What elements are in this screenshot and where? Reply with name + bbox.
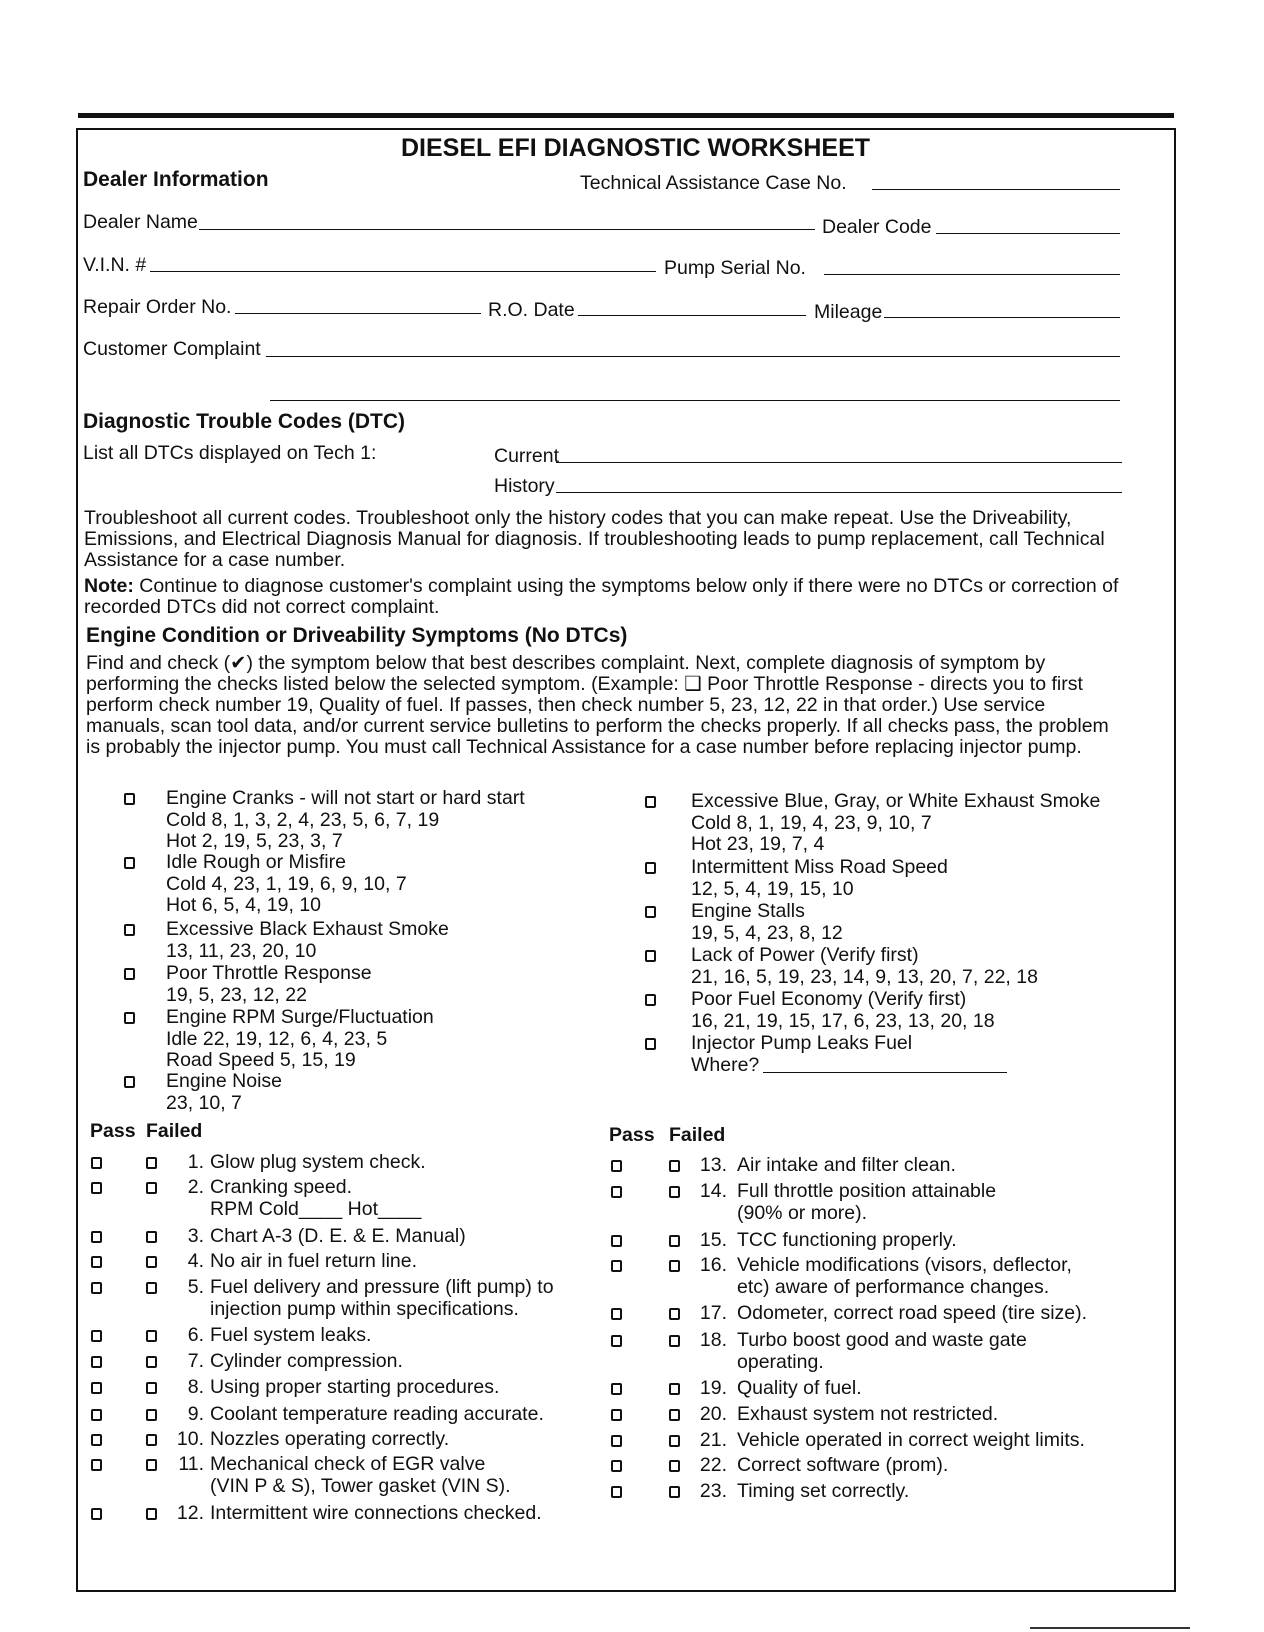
symptom-name: Injector Pump Leaks Fuel <box>691 1032 913 1054</box>
check-description: etc) aware of performance changes. <box>737 1276 1050 1298</box>
symptom-checks: 12, 5, 4, 19, 15, 10 <box>691 877 854 900</box>
top-rule <box>78 113 1174 118</box>
check-number: 5. <box>187 1276 204 1298</box>
symptom-name: Poor Fuel Economy (Verify first) <box>691 988 967 1010</box>
symptom-name: Engine Noise <box>166 1070 282 1092</box>
failed-checkbox[interactable] <box>669 1460 680 1472</box>
check-description: Glow plug system check. <box>210 1151 426 1173</box>
dealer-name-label: Dealer Name <box>83 211 198 233</box>
failed-checkbox[interactable] <box>669 1160 680 1172</box>
symptom-checkbox[interactable] <box>124 924 135 936</box>
failed-checkbox[interactable] <box>669 1435 680 1447</box>
check-description: TCC functioning properly. <box>737 1229 957 1251</box>
dtc-history-field[interactable] <box>556 492 1122 493</box>
pump-serial-field[interactable] <box>824 274 1120 275</box>
failed-checkbox[interactable] <box>669 1335 680 1347</box>
check-description: (VIN P & S), Tower gasket (VIN S). <box>210 1475 511 1497</box>
check-number: 13. <box>699 1154 727 1176</box>
pass-checkbox[interactable] <box>91 1182 102 1194</box>
check-number: 10. <box>176 1428 204 1450</box>
check-description: (90% or more). <box>737 1202 868 1224</box>
symptom-name: Poor Throttle Response <box>166 962 372 984</box>
pass-checkbox[interactable] <box>91 1434 102 1446</box>
symptom-name: Excessive Blue, Gray, or White Exhaust Smoke <box>691 790 1101 812</box>
check-description: Coolant temperature reading accurate. <box>210 1403 544 1425</box>
pass-checkbox[interactable] <box>611 1186 622 1198</box>
symptom-checkbox[interactable] <box>645 862 656 874</box>
dtc-heading: Diagnostic Trouble Codes (DTC) <box>83 410 406 433</box>
pass-checkbox[interactable] <box>91 1231 102 1243</box>
check-description: Vehicle operated in correct weight limits. <box>737 1429 1085 1451</box>
symptom-checks: 21, 16, 5, 19, 23, 14, 9, 13, 20, 7, 22, 18 <box>691 965 1038 988</box>
check-number: 22. <box>699 1454 727 1476</box>
symptom-checks: Road Speed 5, 15, 19 <box>166 1049 356 1071</box>
case-no-field[interactable] <box>872 189 1120 190</box>
dealer-code-field[interactable] <box>936 233 1120 234</box>
ro-date-label: R.O. Date <box>488 299 575 321</box>
symptom-checks: Idle 22, 19, 12, 6, 4, 23, 5 <box>166 1027 388 1050</box>
pass-checkbox[interactable] <box>611 1460 622 1472</box>
note-paragraph <box>84 576 1144 618</box>
failed-checkbox[interactable] <box>146 1508 157 1520</box>
pass-checkbox[interactable] <box>611 1260 622 1272</box>
symptom-checks: Cold 4, 23, 1, 19, 6, 9, 10, 7 <box>166 872 407 895</box>
check-description: Cranking speed. <box>210 1176 353 1198</box>
symptoms-heading: Engine Condition or Driveability Symptoms (No DTCs) <box>86 624 628 647</box>
dtc-history-label: History <box>494 475 555 497</box>
failed-checkbox[interactable] <box>146 1256 157 1268</box>
check-description: Fuel delivery and pressure (lift pump) to <box>210 1276 554 1298</box>
symptom-name: Engine Cranks - will not start or hard start <box>166 787 525 809</box>
symptom-name: Engine Stalls <box>691 900 805 922</box>
failed-checkbox[interactable] <box>669 1409 680 1421</box>
check-description: injection pump within specifications. <box>210 1298 519 1320</box>
ro-date-field[interactable] <box>578 315 806 316</box>
symptom-checks: Cold 8, 1, 3, 2, 4, 23, 5, 6, 7, 19 <box>166 808 440 831</box>
note-text: Continue to diagnose customer's complaint using the symptoms below only if there were no DTCs or correction of recorded DTCs did not correct complaint. <box>84 575 1119 618</box>
check-description: Correct software (prom). <box>737 1454 949 1476</box>
pass-checkbox[interactable] <box>91 1356 102 1368</box>
symptom-checkbox[interactable] <box>124 857 135 869</box>
check-description: Mechanical check of EGR valve <box>210 1453 486 1475</box>
check-description: Full throttle position attainable <box>737 1180 997 1202</box>
check-description: Cylinder compression. <box>210 1350 403 1372</box>
check-description: Vehicle modifications (visors, deflector, <box>737 1254 1072 1276</box>
mileage-field[interactable] <box>884 317 1120 318</box>
symptom-name: Engine RPM Surge/Fluctuation <box>166 1006 434 1028</box>
dtc-current-field[interactable] <box>556 462 1122 463</box>
check-number: 23. <box>699 1480 727 1502</box>
symptom-checkbox[interactable] <box>645 796 656 808</box>
repair-order-label: Repair Order No. <box>83 296 232 318</box>
leak-location-field[interactable] <box>763 1072 1007 1073</box>
failed-checkbox[interactable] <box>669 1486 680 1498</box>
symptom-checks: Where? <box>691 1053 760 1076</box>
pass-checkbox[interactable] <box>91 1282 102 1294</box>
check-description: Nozzles operating correctly. <box>210 1428 450 1450</box>
pass-checkbox[interactable] <box>611 1335 622 1347</box>
dealer-info-heading: Dealer Information <box>83 168 269 191</box>
check-number: 21. <box>699 1429 727 1451</box>
customer-complaint-field-2[interactable] <box>270 400 1120 401</box>
pass-checkbox[interactable] <box>91 1330 102 1342</box>
symptom-checks: 19, 5, 4, 23, 8, 12 <box>691 921 843 944</box>
pass-checkbox[interactable] <box>611 1383 622 1395</box>
check-number: 15. <box>699 1229 727 1251</box>
failed-checkbox[interactable] <box>146 1157 157 1169</box>
vin-label: V.I.N. # <box>83 254 147 276</box>
check-number: 6. <box>187 1324 204 1346</box>
check-number: 1. <box>187 1151 204 1173</box>
symptom-checks: 19, 5, 23, 12, 22 <box>166 983 307 1006</box>
symptom-checks: 13, 11, 23, 20, 10 <box>166 939 317 962</box>
repair-order-field[interactable] <box>235 313 481 314</box>
pass-header-right: Pass <box>609 1124 655 1146</box>
symptom-checkbox[interactable] <box>124 1076 135 1088</box>
pass-checkbox[interactable] <box>611 1409 622 1421</box>
symptom-checkbox[interactable] <box>124 793 135 805</box>
failed-checkbox[interactable] <box>669 1260 680 1272</box>
pump-serial-label: Pump Serial No. <box>664 257 806 279</box>
failed-checkbox[interactable] <box>146 1182 157 1194</box>
pass-checkbox[interactable] <box>611 1308 622 1320</box>
page-title: DIESEL EFI DIAGNOSTIC WORKSHEET <box>401 134 871 162</box>
dtc-list-label: List all DTCs displayed on Tech 1: <box>83 442 377 464</box>
check-number: 12. <box>176 1502 204 1524</box>
pass-checkbox[interactable] <box>611 1486 622 1498</box>
symptoms-instructions: Find and check (✔) the symptom below that best describes complaint. Next, complete diagnosis of symptom by performing the checks listed below the selected symptom. (Example: ❑ Poor Throttle Response - directs you to first perform check number 19, Quality of fuel. If passes, then check number 5, 23, 12, 22 in that order.) Use service manuals, scan tool data, and/or current service bulletins to perform the checks properly. If all checks pass, the problem is probably the injector pump. You must call Technical Assistance for a case number before replacing injector pump. <box>86 652 1109 758</box>
failed-checkbox[interactable] <box>669 1308 680 1320</box>
check-number: 20. <box>699 1403 727 1425</box>
check-description: Air intake and filter clean. <box>737 1154 956 1176</box>
symptom-checkbox[interactable] <box>645 1038 656 1050</box>
symptom-checkbox[interactable] <box>645 906 656 918</box>
mileage-label: Mileage <box>814 301 883 323</box>
check-description: Timing set correctly. <box>737 1480 910 1502</box>
check-description: Chart A-3 (D. E. & E. Manual) <box>210 1225 466 1247</box>
pass-checkbox[interactable] <box>611 1160 622 1172</box>
check-description: RPM Cold____ Hot____ <box>210 1198 422 1220</box>
symptom-checkbox[interactable] <box>124 1012 135 1024</box>
check-number: 16. <box>699 1254 727 1276</box>
failed-checkbox[interactable] <box>146 1330 157 1342</box>
symptom-checks: 23, 10, 7 <box>166 1091 242 1114</box>
dtc-current-label: Current <box>494 445 560 467</box>
symptom-checkbox[interactable] <box>645 994 656 1006</box>
check-number: 8. <box>187 1376 204 1398</box>
failed-checkbox[interactable] <box>146 1434 157 1446</box>
vin-field[interactable] <box>150 271 656 272</box>
check-number: 19. <box>699 1377 727 1399</box>
failed-checkbox[interactable] <box>669 1383 680 1395</box>
failed-checkbox[interactable] <box>146 1282 157 1294</box>
check-number: 9. <box>187 1403 204 1425</box>
dealer-code-label: Dealer Code <box>822 216 932 238</box>
symptom-checks: Hot 23, 19, 7, 4 <box>691 833 825 855</box>
symptom-name: Excessive Black Exhaust Smoke <box>166 918 449 940</box>
pass-checkbox[interactable] <box>91 1157 102 1169</box>
failed-header-left: Failed <box>146 1120 203 1142</box>
check-description: Fuel system leaks. <box>210 1324 372 1346</box>
symptom-checkbox[interactable] <box>645 950 656 962</box>
failed-checkbox[interactable] <box>146 1231 157 1243</box>
pass-checkbox[interactable] <box>91 1508 102 1520</box>
check-description: Exhaust system not restricted. <box>737 1403 999 1425</box>
troubleshoot-paragraph: Troubleshoot all current codes. Troubleshoot only the history codes that you can make repeat. Use the Driveability, Emissions, and Electrical Diagnosis Manual for diagnosis. If troubleshooting leads to pump replacement, call Technical Assistance for a case number. <box>84 507 1105 571</box>
failed-checkbox[interactable] <box>146 1409 157 1421</box>
failed-checkbox[interactable] <box>669 1186 680 1198</box>
check-number: 11. <box>178 1453 204 1475</box>
check-number: 2. <box>187 1176 204 1198</box>
check-description: Quality of fuel. <box>737 1377 862 1399</box>
symptom-checks: Cold 8, 1, 19, 4, 23, 9, 10, 7 <box>691 811 932 834</box>
check-description: No air in fuel return line. <box>210 1250 418 1272</box>
check-number: 17. <box>699 1302 727 1324</box>
pass-checkbox[interactable] <box>91 1382 102 1394</box>
note-label: Note: <box>84 575 134 597</box>
symptom-name: Intermittent Miss Road Speed <box>691 856 948 878</box>
check-number: 14. <box>699 1180 727 1202</box>
failed-header-right: Failed <box>669 1124 726 1146</box>
customer-complaint-label: Customer Complaint <box>83 338 261 360</box>
failed-checkbox[interactable] <box>146 1459 157 1471</box>
failed-checkbox[interactable] <box>146 1382 157 1394</box>
dealer-name-field[interactable] <box>199 229 815 230</box>
pass-checkbox[interactable] <box>91 1256 102 1268</box>
check-description: Odometer, correct road speed (tire size). <box>737 1302 1088 1324</box>
pass-header-left: Pass <box>90 1120 136 1142</box>
customer-complaint-field[interactable] <box>266 356 1120 357</box>
failed-checkbox[interactable] <box>669 1235 680 1247</box>
check-number: 7. <box>187 1350 204 1372</box>
symptom-checks: Hot 2, 19, 5, 23, 3, 7 <box>166 830 343 852</box>
symptom-name: Idle Rough or Misfire <box>166 851 346 873</box>
pass-checkbox[interactable] <box>611 1235 622 1247</box>
bottom-rule <box>1030 1627 1190 1629</box>
check-number: 3. <box>187 1225 204 1247</box>
pass-checkbox[interactable] <box>91 1459 102 1471</box>
check-description: Intermittent wire connections checked. <box>210 1502 542 1524</box>
symptom-checks: Hot 6, 5, 4, 19, 10 <box>166 894 322 916</box>
pass-checkbox[interactable] <box>611 1435 622 1447</box>
check-description: Using proper starting procedures. <box>210 1376 500 1398</box>
symptom-checkbox[interactable] <box>124 968 135 980</box>
check-number: 4. <box>187 1250 204 1272</box>
failed-checkbox[interactable] <box>146 1356 157 1368</box>
case-no-label: Technical Assistance Case No. <box>580 172 847 194</box>
check-description: operating. <box>737 1351 824 1373</box>
check-description: Turbo boost good and waste gate <box>737 1329 1027 1351</box>
check-number: 18. <box>699 1329 727 1351</box>
pass-checkbox[interactable] <box>91 1409 102 1421</box>
symptom-checks: 16, 21, 19, 15, 17, 6, 23, 13, 20, 18 <box>691 1009 995 1032</box>
symptom-name: Lack of Power (Verify first) <box>691 944 919 966</box>
